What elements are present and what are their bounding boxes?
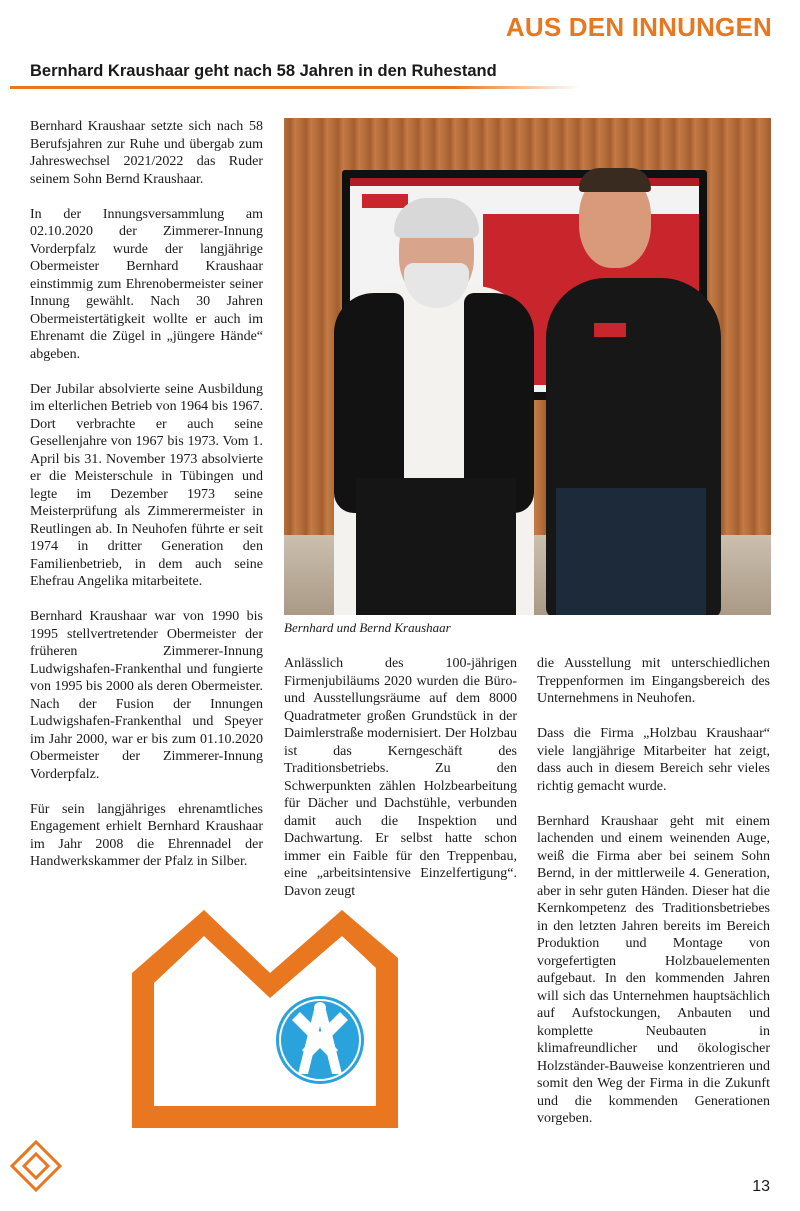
paragraph: Bernhard Kraushaar war von 1990 bis 1995 stellvertretender Obermeister der früheren Zimmerer-Innung Ludwigshafen-Frankenthal und fungierte von 1995 bis 2000 als deren Obermeister. Nach der Fusion der Innungen Ludwigshafen-Frankenthal und Speyer im Jahr 2000, war er bis zum 01.10.2020 Obermeister der Zimmerer-Innung Vorderpfalz.: [30, 609, 263, 782]
paragraph: Bernhard Kraushaar setzte sich nach 58 Berufsjahren zur Ruhe und übergab zum Jahreswechsel 2021/2022 das Ruder seinem Sohn Bernd Kraushaar.: [30, 119, 263, 187]
article-column-3: [537, 655, 770, 1128]
paragraph: Bernhard Kraushaar geht mit einem lachenden und einem weinenden Auge, weiß die Firma aber bei seinem Sohn Bernd, in der mittlerweile 4. Generation, aber in sehr guten Händen. Dieser hat die Kernkompetenz des Traditionsbetriebes in den letzten Jahren bereits im Bereich Produktion und Montage von vorgefertigten Holzbauelementen aufgebaut. In den kommenden Jahren will sich das Unternehmen hauptsächlich auf Aufstockungen, Anbauten und komplette Neubauten in klimafreundlicher und ökologischer Holzständer-Bauweise konzentrieren und somit den Weg der Firma in die Zukunft und die kommenden Generationen vorgeben.: [537, 813, 770, 1126]
paragraph: Für sein langjähriges ehrenamtliches Engagement erhielt Bernhard Kraushaar im Jahr 2008 die Ehrennadel der Handwerkskammer der Pfalz in Silber.: [30, 801, 263, 869]
article-column-1: [30, 118, 263, 871]
screen-logo: [362, 194, 408, 208]
carpenter-guild-emblem-icon: [132, 898, 398, 1128]
paragraph: Dass die Firma „Holzbau Kraushaar“ viele langjährige Mitarbeiter hat zeigt, dass auch in diesem Bereich sehr vieles richtig gemacht wurde.: [537, 726, 770, 794]
shirt-logo: [594, 323, 626, 337]
headline-rule: [10, 86, 580, 89]
page-number: 13: [752, 1178, 770, 1195]
photo-caption: Bernhard und Bernd Kraushaar: [284, 620, 451, 635]
paragraph: Anlässlich des 100-jährigen Firmenjubiläums 2020 wurden die Büro- und Ausstellungsräume auf dem 8000 Quadratmeter großen Grundstück in der Daimlerstraße modernisiert. Der Holzbau ist das Kerngeschäft des Traditionsbetriebs. Zu den Schwerpunkten zählen Holzbearbeitung für Dächer und Dachstühle, verbunden damit auch die Inspektion und Dachwartung. Er selbst hatte schon immer ein Faible für den Treppenbau, eine „arbeitsintensive Einzelfertigung“. Davon zeugt: [284, 656, 517, 899]
paragraph: Der Jubilar absolvierte seine Ausbildung im elterlichen Betrieb von 1964 bis 1967. Dort verbrachte er auch seine Gesellenjahre von 1967 bis 1973. Vom 1. April bis 31. November 1973 absolvierte er die Meisterschule in Tübingen und legte im Dezember 1973 seine Meisterprüfung als Zimmerermeister in Reutlingen ab. In Neuhofen führte er seit 1974 in dritter Generation den Familienbetrieb, in dem auch seine Ehefrau Angelika mitarbeitete.: [30, 381, 263, 589]
paragraph: In der Innungsversammlung am 02.10.2020 der Zimmerer-Innung Vorderpfalz wurde der langjährige Obermeister Bernhard Kraushaar einstimmig zum Ehrenobermeister seiner Innung gewählt. Nach 30 Jahren Obermeistertätigkeit wollte er auch im Ehrenamt die Zügel in „jüngere Hände“ abgeben.: [30, 206, 263, 362]
article-photo: [284, 118, 771, 615]
section-title: AUS DEN INNUNGEN: [505, 12, 772, 42]
article-column-2: [284, 655, 517, 900]
corner-logo-icon: [8, 1138, 64, 1194]
paragraph: die Ausstellung mit unterschiedlichen Treppenformen im Eingangsbereich des Unternehmens in Neuhofen.: [537, 656, 770, 706]
article-headline: Bernhard Kraushaar geht nach 58 Jahren in den Ruhestand: [30, 62, 497, 80]
